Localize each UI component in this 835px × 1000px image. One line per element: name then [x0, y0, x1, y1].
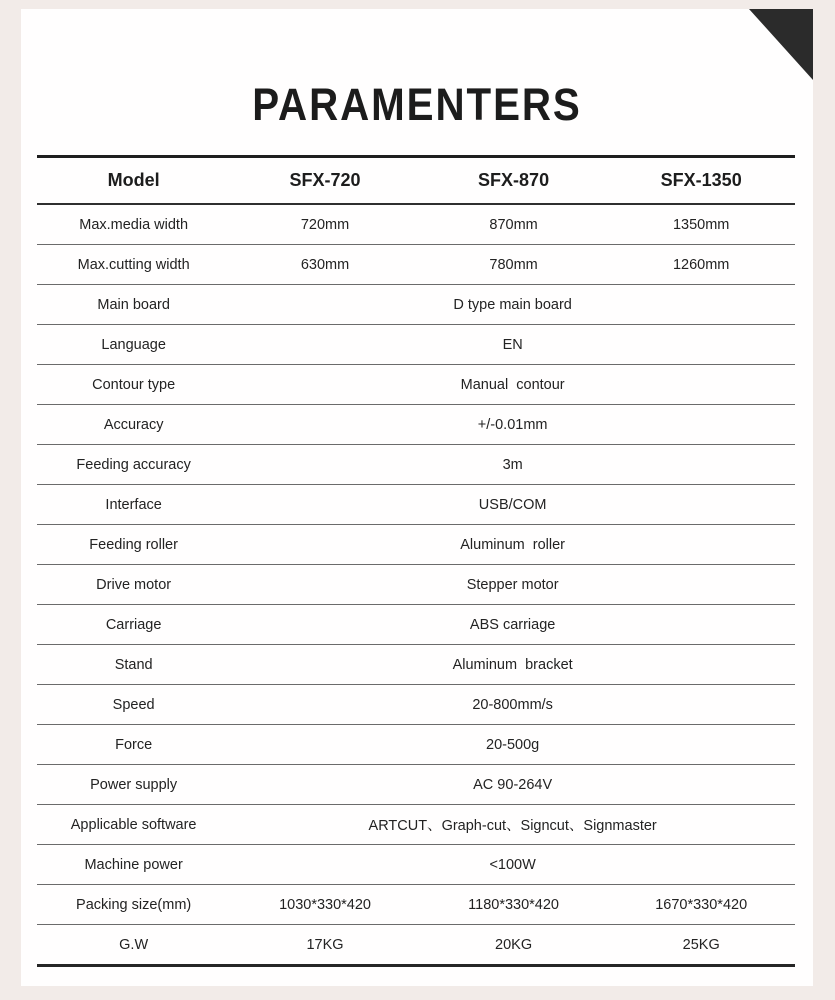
row-label: Language — [101, 336, 166, 353]
row-value: 20KG — [495, 936, 533, 953]
row-label: Applicable software — [70, 816, 197, 833]
row-value: USB/COM — [478, 496, 547, 513]
row-label: Max.media width — [79, 216, 189, 233]
row-label: Speed — [112, 696, 155, 713]
corner-triangle-icon — [749, 9, 813, 80]
row-label: Max.cutting width — [77, 256, 190, 273]
row-value: 1350mm — [672, 216, 730, 233]
table-header-row — [37, 157, 795, 205]
row-value: 630mm — [300, 256, 350, 273]
header-sfx-870: SFX-870 — [478, 170, 550, 190]
row-value: 720mm — [300, 216, 350, 233]
row-label: Accuracy — [103, 416, 164, 433]
table-row — [37, 365, 795, 405]
table-row — [37, 725, 795, 765]
row-label: Feeding accuracy — [76, 456, 191, 473]
header-sfx-720: SFX-720 — [289, 170, 361, 190]
table-row — [37, 805, 795, 845]
table-row — [37, 204, 795, 245]
spec-sheet-card — [21, 9, 813, 986]
row-value: EN — [502, 336, 523, 353]
row-value: Stepper motor — [466, 576, 559, 593]
row-value: 1030*330*420 — [279, 896, 371, 913]
row-label: Packing size(mm) — [76, 896, 192, 913]
row-value: 17KG — [306, 936, 344, 953]
row-value: 1260mm — [672, 256, 730, 273]
row-label: Main board — [97, 296, 170, 313]
header-model: Model — [107, 170, 160, 190]
row-label: Drive motor — [96, 576, 172, 593]
header-sfx-1350: SFX-1350 — [660, 170, 742, 190]
table-row — [37, 285, 795, 325]
row-value: Manual contour — [460, 376, 565, 393]
row-value: ARTCUT、Graph-cut、Signcut、Signmaster — [368, 818, 657, 834]
table-row — [37, 845, 795, 885]
table-row — [37, 645, 795, 685]
row-value: Aluminum roller — [460, 536, 566, 553]
row-label: Contour type — [92, 376, 176, 393]
page-title: PARAMENTERS — [252, 79, 582, 130]
table-row — [37, 245, 795, 285]
row-label: Stand — [114, 656, 153, 673]
row-value: AC 90-264V — [473, 776, 553, 793]
row-label: G.W — [119, 936, 149, 953]
row-value: 20-500g — [486, 736, 540, 753]
table-row — [37, 565, 795, 605]
row-label: Machine power — [84, 856, 183, 873]
row-value: +/-0.01mm — [477, 416, 548, 433]
table-row — [37, 765, 795, 805]
table-row — [37, 405, 795, 445]
table-row — [37, 445, 795, 485]
row-value: ABS carriage — [469, 616, 556, 633]
table-row — [37, 925, 795, 966]
row-value: D type main board — [453, 296, 572, 313]
table-row — [37, 885, 795, 925]
row-value: 780mm — [489, 256, 538, 273]
row-label: Carriage — [105, 616, 162, 633]
table-row — [37, 685, 795, 725]
table-row — [37, 325, 795, 365]
spec-table — [37, 155, 795, 967]
row-value: 870mm — [489, 216, 538, 233]
row-label: Power supply — [90, 776, 178, 793]
row-label: Interface — [105, 496, 162, 513]
table-row — [37, 525, 795, 565]
table-row — [37, 485, 795, 525]
row-label: Force — [115, 736, 153, 753]
table-row — [37, 605, 795, 645]
row-value: 1670*330*420 — [655, 896, 748, 913]
row-value: 1180*330*420 — [468, 896, 559, 913]
row-value: Aluminum bracket — [452, 656, 573, 673]
row-value: 3m — [502, 456, 523, 473]
row-label: Feeding roller — [89, 536, 178, 553]
row-value: <100W — [489, 856, 536, 873]
row-value: 20-800mm/s — [472, 696, 553, 713]
row-value: 25KG — [682, 936, 720, 953]
